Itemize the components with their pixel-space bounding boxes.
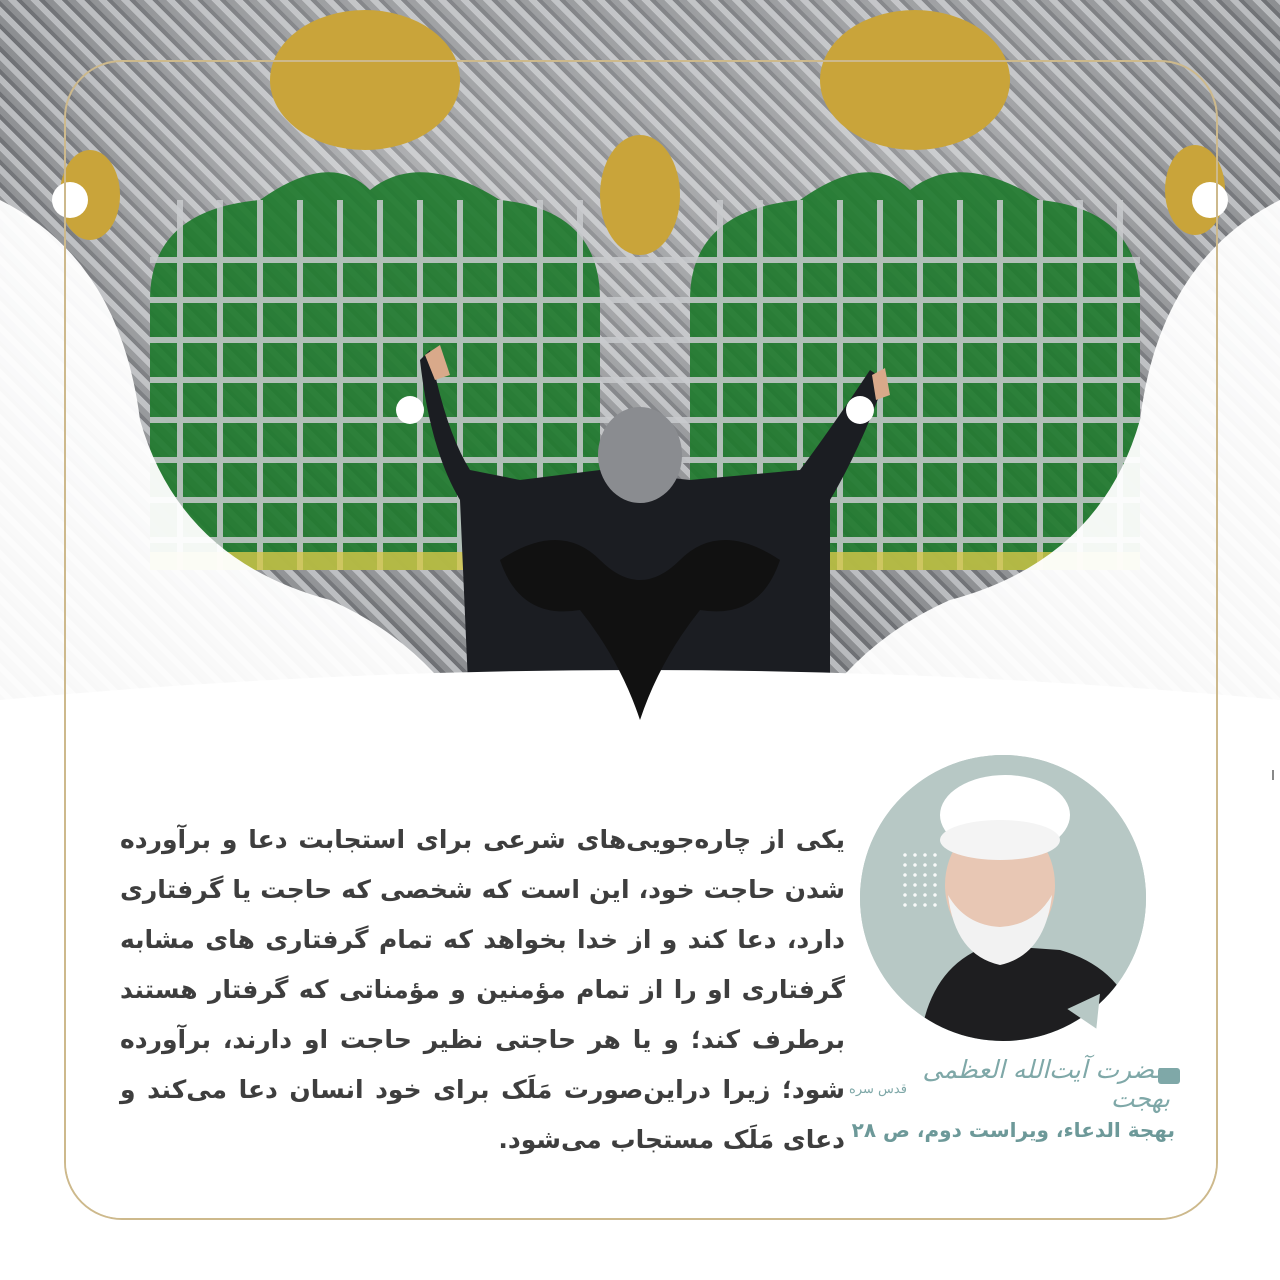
author-avatar (860, 755, 1146, 1041)
author-name: حضرت آیت‌الله العظمی بهجت (922, 1055, 1170, 1113)
author-honorific: قدس سره (849, 1082, 907, 1097)
dot-pattern (900, 850, 938, 910)
quote-text: یکی از چاره‌جویی‌های شرعی برای استجابت دعا و برآورده شدن حاجت خود، این است که شخصی که حاجت یا گرفتاری دارد، دعا کند و از خدا بخواهد که تمام گرفتاری های مشابه گرفتاری او را از تمام مؤمنین و مؤمناتی که گرفتار هستند برطرف کند؛ و یا هر حاجتی نظیر حاجت او دارند، برآورده شود؛ زیرا دراین‌صورت مَلَک برای خود انسان دعا می‌کند و دعای مَلَک مستجاب می‌شود. (120, 825, 845, 1154)
source-reference: بهجة الدعاء، ویراست دوم، ص ۲۸ (851, 1118, 1175, 1142)
corner-mark (1272, 770, 1274, 780)
